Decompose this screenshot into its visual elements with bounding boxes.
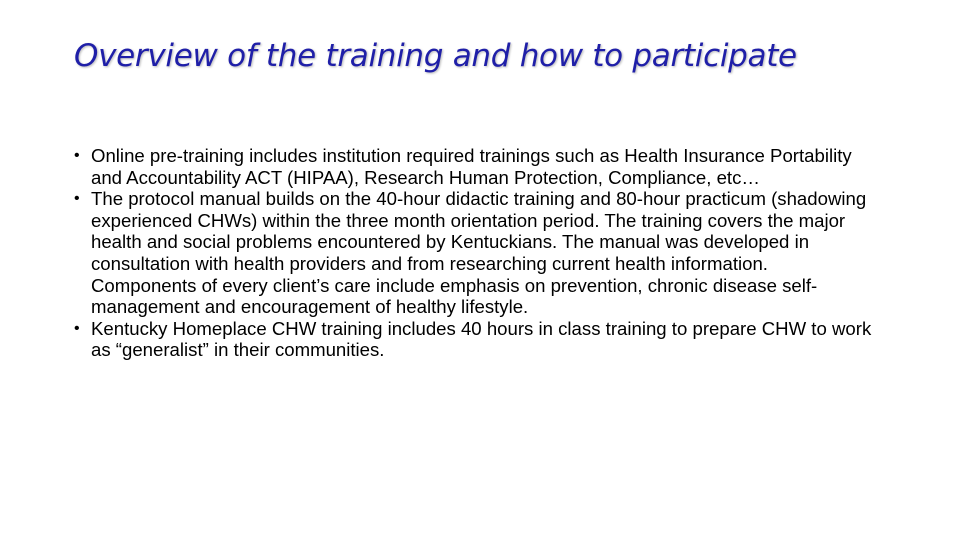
bullet-list <box>74 145 874 361</box>
bullet-text: Online pre-training includes institution required trainings such as Health Insurance Portability and Accountability ACT (HIPAA), Research Human Protection, Compliance, etc… <box>91 145 852 188</box>
bullet-item-protocol-manual <box>74 188 874 318</box>
bullet-marker: • <box>74 319 80 337</box>
bullet-marker: • <box>74 190 80 208</box>
bullet-item-kentucky-homeplace <box>74 318 874 361</box>
bullet-marker: • <box>74 147 80 164</box>
bullet-text: Kentucky Homeplace CHW training includes 40 hours in class training to prepare CHW to work as “generalist” in their communities. <box>91 317 872 361</box>
slide-title: Overview of the training and how to participate <box>74 38 797 74</box>
bullet-item-online-pretraining <box>74 145 874 188</box>
bullet-text: The protocol manual builds on the 40‑hour didactic training and 80‑hour practicum (shadowing experienced CHWs) within the three month orientation period. The training covers the major health and social problems encountered by Kentuckians. The manual was developed in consultation with health providers and from researching current health information. Components of every client’s care include emphasis on prevention, chronic disease self-management and encouragement of healthy lifestyle. <box>91 188 867 318</box>
